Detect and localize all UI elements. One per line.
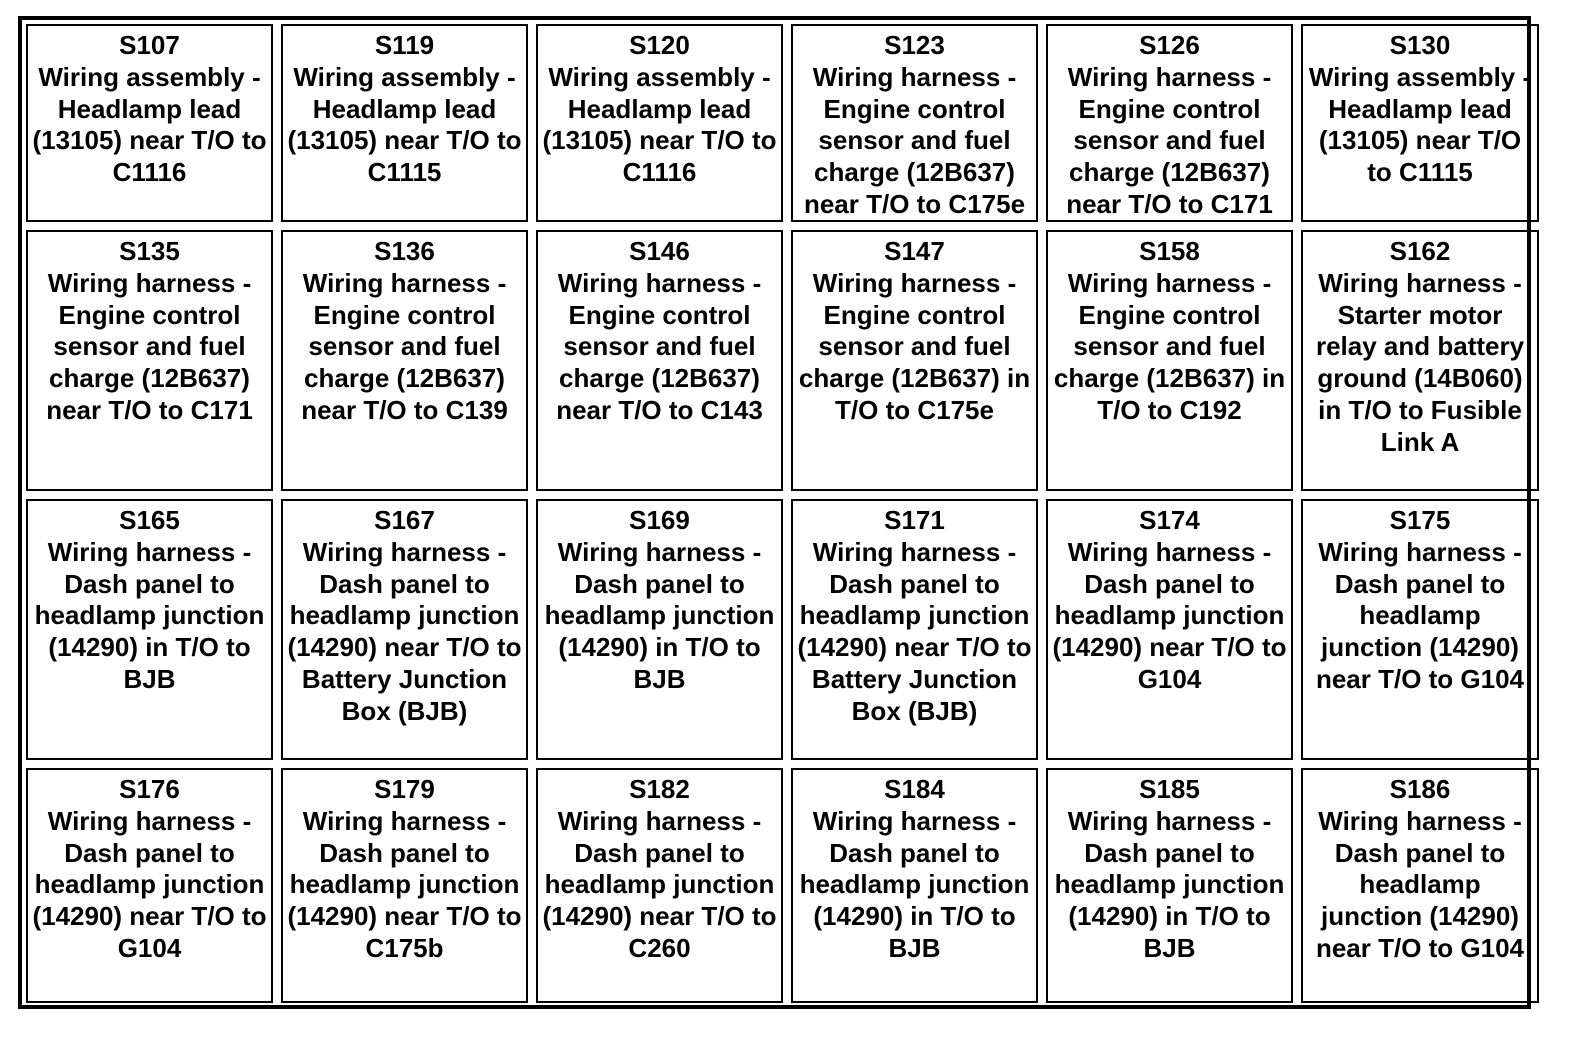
- splice-code: S167: [374, 505, 435, 535]
- splice-code: S135: [119, 236, 180, 266]
- splice-description: Wiring assembly - Headlamp lead (13105) near T/O to C1116: [32, 61, 267, 188]
- splice-cell: [536, 24, 783, 222]
- splice-cell: [281, 230, 528, 491]
- splice-cell: [1301, 24, 1539, 222]
- splice-cell: [1046, 768, 1293, 1003]
- splice-code: S165: [119, 505, 180, 535]
- splice-cell: [281, 768, 528, 1003]
- splice-code: S184: [884, 774, 945, 804]
- splice-cell: [1301, 230, 1539, 491]
- splice-code: S175: [1389, 505, 1451, 535]
- splice-code: S146: [629, 236, 690, 266]
- splice-description: Wiring harness - Dash panel to headlamp junction (14290) in T/O to BJB: [34, 536, 265, 694]
- splice-description: Wiring harness - Engine control sensor and fuel charge (12B637) near T/O to C171: [1066, 61, 1273, 219]
- splice-cell: [26, 499, 273, 760]
- splice-code: S186: [1389, 774, 1451, 804]
- splice-description: Wiring harness - Engine control sensor and fuel charge (12B637) in T/O to C192: [1053, 267, 1286, 425]
- splice-code: S162: [1389, 236, 1451, 266]
- splice-code: S185: [1139, 774, 1200, 804]
- splice-code: S182: [629, 774, 690, 804]
- splice-description: Wiring harness - Dash panel to headlamp junction (14290) in T/O to BJB: [544, 536, 775, 694]
- splice-description: Wiring harness - Dash panel to headlamp junction (14290) near T/O to G104: [32, 805, 267, 963]
- splice-code: S120: [629, 30, 690, 60]
- splice-cell: [536, 230, 783, 491]
- splice-cell: [791, 499, 1038, 760]
- splice-cell: [536, 768, 783, 1003]
- splice-description: Wiring assembly - Headlamp lead (13105) near T/O to C1115: [287, 61, 522, 188]
- splice-description: Wiring harness - Engine control sensor and fuel charge (12B637) near T/O to C171: [46, 267, 253, 425]
- splice-code: S179: [374, 774, 435, 804]
- splice-code: S176: [119, 774, 180, 804]
- splice-cell: [1301, 768, 1539, 1003]
- splice-cell: [1301, 499, 1539, 760]
- splice-description: Wiring harness - Engine control sensor and fuel charge (12B637) near T/O to C175e: [803, 61, 1026, 219]
- splice-description: Wiring harness - Dash panel to headlamp junction (14290) near T/O to Battery Junction Box (BJB): [797, 536, 1032, 726]
- splice-code: S174: [1139, 505, 1200, 535]
- splice-cell: [791, 768, 1038, 1003]
- splice-cell: [281, 499, 528, 760]
- splice-cell: [536, 499, 783, 760]
- splice-cell: [791, 230, 1038, 491]
- splice-code: S126: [1139, 30, 1200, 60]
- splice-description: Wiring harness - Dash panel to headlamp junction (14290) near T/O to G104: [1315, 536, 1525, 694]
- splice-description: Wiring harness - Engine control sensor and fuel charge (12B637) in T/O to C175e: [798, 267, 1031, 425]
- splice-cell: [1046, 499, 1293, 760]
- splice-cell: [26, 230, 273, 491]
- splice-code: S136: [374, 236, 435, 266]
- splice-code: S147: [884, 236, 945, 266]
- splice-description: Wiring harness - Dash panel to headlamp junction (14290) near T/O to Battery Junction Box (BJB): [287, 536, 522, 726]
- splice-description: Wiring harness - Dash panel to headlamp junction (14290) near T/O to G104: [1315, 805, 1525, 963]
- splice-description: Wiring harness - Dash panel to headlamp junction (14290) near T/O to G104: [1052, 536, 1287, 694]
- splice-code: S169: [629, 505, 690, 535]
- splice-grid: [22, 20, 1532, 1005]
- splice-cell: [791, 24, 1038, 222]
- splice-description: Wiring assembly - Headlamp lead (13105) near T/O to C1116: [542, 61, 777, 188]
- splice-description: Wiring harness - Engine control sensor and fuel charge (12B637) near T/O to C143: [556, 267, 763, 425]
- splice-description: Wiring assembly - Headlamp lead (13105) near T/O to C1115: [1308, 61, 1532, 188]
- splice-code: S119: [374, 30, 435, 60]
- splice-description: Wiring harness - Dash panel to headlamp junction (14290) in T/O to BJB: [1054, 805, 1285, 963]
- splice-code: S123: [884, 30, 945, 60]
- splice-cell: [26, 24, 273, 222]
- splice-description: Wiring harness - Dash panel to headlamp junction (14290) in T/O to BJB: [799, 805, 1030, 963]
- splice-code: S107: [119, 30, 180, 60]
- splice-cell: [1046, 230, 1293, 491]
- splice-description: Wiring harness - Dash panel to headlamp junction (14290) near T/O to C260: [542, 805, 777, 963]
- splice-cell: [26, 768, 273, 1003]
- splice-code: S171: [884, 505, 945, 535]
- splice-code: S158: [1139, 236, 1200, 266]
- splice-cell: [1046, 24, 1293, 222]
- splice-cell: [281, 24, 528, 222]
- splice-code: S130: [1389, 30, 1451, 60]
- splice-description: Wiring harness - Starter motor relay and battery ground (14B060) in T/O to Fusible Link A: [1315, 267, 1525, 457]
- splice-description: Wiring harness - Dash panel to headlamp junction (14290) near T/O to C175b: [287, 805, 522, 963]
- splice-description: Wiring harness - Engine control sensor and fuel charge (12B637) near T/O to C139: [301, 267, 508, 425]
- splice-table: [18, 16, 1531, 1009]
